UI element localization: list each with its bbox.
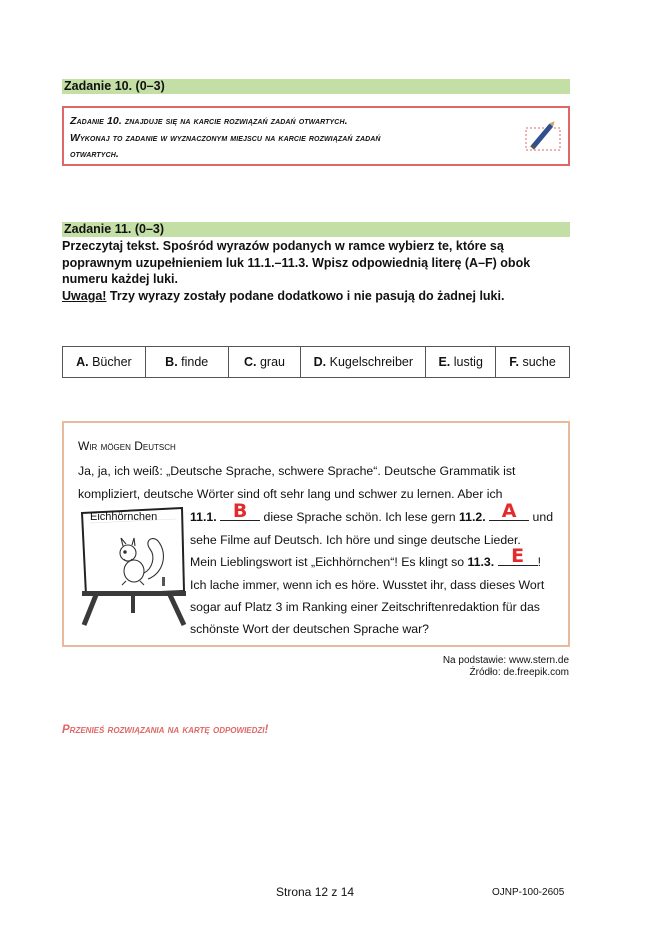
text-line1: Ja, ja, ich weiß: „Deutsche Sprache, schwere Sprache“. Deutsche Grammatik ist — [78, 464, 516, 478]
text-line8: schönste Wort der deutschen Sprache war? — [190, 622, 430, 636]
task10-header: Zadanie 10. (0–3) — [62, 79, 570, 94]
text-line5 — [190, 545, 542, 570]
easel-illustration — [78, 507, 198, 627]
exam-code: OJNP-100-2605 — [492, 887, 565, 898]
gap-11-2-number: 11.2. — [459, 510, 486, 524]
option-f: F. suche — [496, 347, 570, 378]
gap-11-3-answer: E — [511, 545, 525, 567]
reading-text-box — [62, 421, 570, 647]
page-number: Strona 12 z 14 — [276, 885, 355, 899]
option-b: B. finde — [145, 347, 228, 378]
notice-line2: Wykonaj to zadanie w wyznaczonym miejscu na karcie rozwiązań zadań — [70, 131, 381, 144]
instruction-line2: poprawnym uzupełnieniem luk 11.1.–11.3. Wpisz odpowiednią literę (A–F) obok — [62, 255, 531, 270]
text-title: Wir mögen Deutsch — [78, 439, 176, 453]
text-line7: sogar auf Platz 3 im Ranking einer Zeitschriftenredaktion für das — [190, 600, 540, 614]
task11-header: Zadanie 11. (0–3) — [62, 222, 570, 237]
task11-instructions — [62, 238, 568, 304]
gap-11-2-answer: A — [501, 500, 517, 522]
option-e: E. lustig — [426, 347, 496, 378]
text-line5-start: Mein Lieblingswort ist „Eichhörnchen“! Es klingt so — [190, 555, 468, 569]
gap-11-3-number: 11.3. — [467, 555, 495, 569]
instruction-line3: numeru każdej luki. — [62, 272, 179, 286]
warning-line — [62, 288, 568, 305]
instruction-line1: Przeczytaj tekst. Spośród wyrazów podanych w ramce wybierz te, które są — [62, 239, 504, 253]
source-line1: Na podstawie: www.stern.de — [442, 655, 569, 666]
text-line2: kompliziert, deutsche Wörter sind oft sehr lang und schwer zu lernen. Aber ich — [78, 487, 503, 501]
notice-line3: otwartych. — [70, 148, 119, 160]
gap-11-1-number: 11.1. — [190, 510, 217, 524]
option-d: D. Kugelschreiber — [301, 347, 426, 378]
pen-icon — [524, 116, 562, 154]
text-line3 — [190, 500, 554, 525]
text-line3-end: und — [529, 510, 554, 524]
gap-11-2 — [489, 500, 529, 522]
text-line5-end: ! — [537, 555, 542, 569]
task10-notice — [62, 106, 570, 166]
word-options-table — [62, 346, 570, 378]
option-c: C. grau — [228, 347, 301, 378]
text-line3-middle: diese Sprache schön. Ich lese gern — [260, 510, 460, 524]
easel-label: Eichhörnchen — [90, 511, 158, 523]
source-line2: Źródło: de.freepik.com — [469, 667, 569, 678]
easel-drawing — [78, 507, 198, 627]
text-line6: Ich lache immer, wenn ich es höre. Wusstet ihr, dass dieses Wort — [190, 578, 545, 592]
gap-11-1-answer: B — [232, 500, 248, 522]
warning-text: Trzy wyrazy zostały podane dodatkowo i nie pasują do żadnej luki. — [106, 288, 505, 303]
option-a: A. Bücher — [63, 347, 146, 378]
gap-11-1 — [220, 500, 260, 522]
notice-line1: Zadanie 10. znajduje się na karcie rozwiązań zadań otwartych. — [70, 115, 348, 127]
gap-11-3 — [498, 545, 538, 567]
warning-label: Uwaga! — [62, 288, 107, 303]
text-line4: sehe Filme auf Deutsch. Ich höre und singe deutsche Lieder. — [190, 533, 521, 547]
transfer-note: Przenieś rozwiązania na kartę odpowiedzi! — [62, 724, 269, 736]
